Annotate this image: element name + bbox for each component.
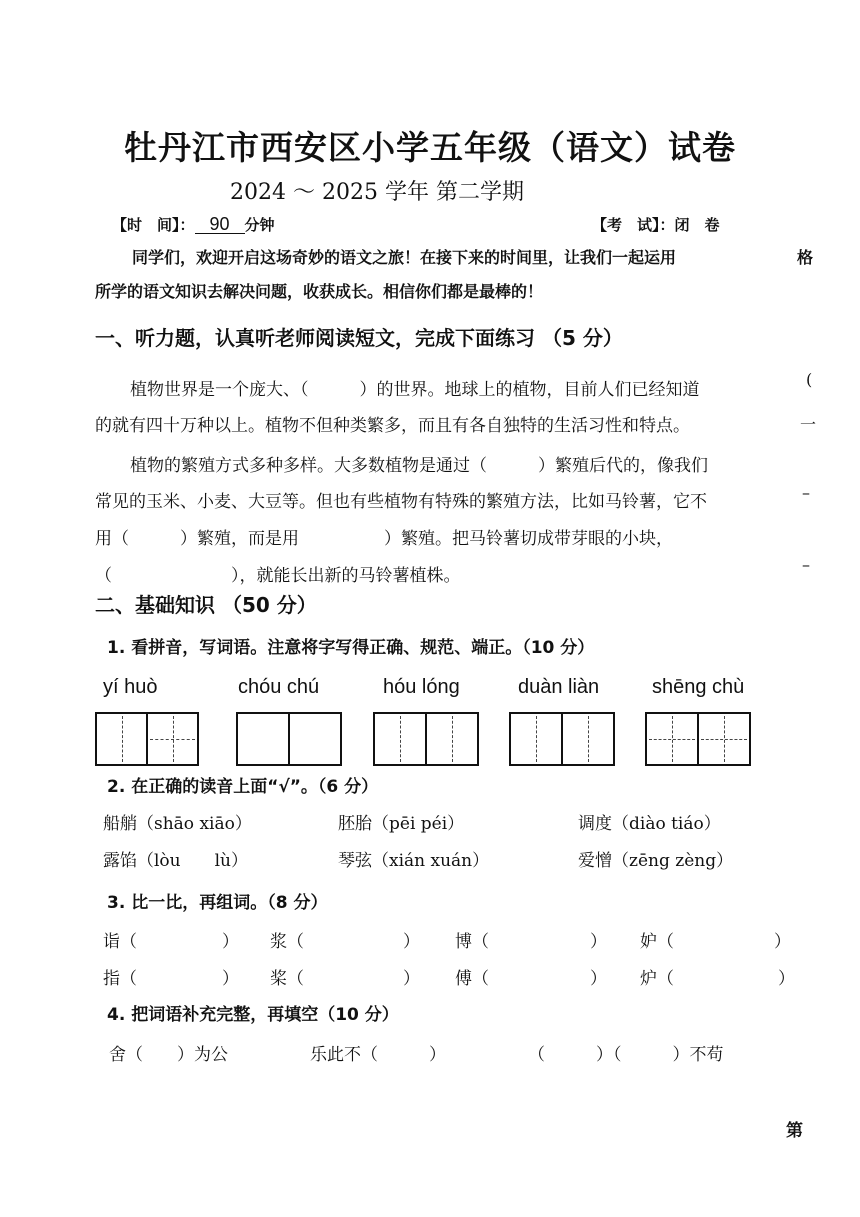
pinyin-2: chóu chú: [238, 676, 320, 698]
intro-line-1: 同学们，欢迎开启这场奇妙的语文之旅！在接下来的时间里，让我们一起运用: [132, 248, 677, 267]
writing-grid-3[interactable]: [373, 712, 479, 766]
section-1-heading: 一、听力题，认真听老师阅读短文，完成下面练习 （5 分）: [95, 326, 623, 350]
q3-char: 傅（: [455, 969, 489, 989]
passage-line-6: （ ），就能长出新的马铃薯植株。: [95, 566, 461, 586]
time-unit: 分钟: [244, 216, 275, 234]
q3-blank-close[interactable]: ）: [222, 932, 239, 952]
passage-line-4: 常见的玉米、小麦、大豆等。但也有些植物有特殊的繁殖方法，比如马铃薯，它不: [95, 492, 707, 512]
pinyin-1: yí huò: [103, 676, 158, 698]
passage-line-3: 植物的繁殖方式多种多样。大多数植物是通过（ ）繁殖后代的，像我们: [130, 456, 708, 476]
q4-heading: 4. 把词语补充完整，再填空（10 分）: [107, 1005, 399, 1025]
q4-item-2[interactable]: 乐此不（ ）: [310, 1045, 446, 1065]
q3-char: 浆（: [270, 932, 304, 952]
q2-item[interactable]: 船艄（shāo xiāo）: [103, 814, 252, 834]
section-2-heading: 二、基础知识 （50 分）: [95, 593, 317, 617]
q3-blank-close[interactable]: ）: [774, 932, 791, 952]
writing-grid-1[interactable]: [95, 712, 199, 766]
q2-item[interactable]: 琴弦（xián xuán）: [338, 851, 490, 871]
exam-title: 牡丹江市西安区小学五年级（语文）试卷: [124, 128, 736, 167]
pinyin-4: duàn liàn: [518, 676, 600, 698]
q3-char: 桨（: [270, 969, 304, 989]
edge-mark: –: [802, 483, 810, 502]
time-value: 90: [195, 215, 245, 234]
writing-grid-4[interactable]: [509, 712, 615, 766]
q3-blank-close[interactable]: ）: [403, 932, 420, 952]
edge-mark: (: [806, 370, 813, 389]
grid-cell[interactable]: [375, 714, 425, 764]
q2-item[interactable]: 爱憎（zēng zèng）: [578, 851, 734, 871]
q3-char: 妒（: [640, 932, 674, 952]
q3-blank-close[interactable]: ）: [778, 969, 795, 989]
passage-line-5: 用（ ）繁殖，而是用 ）繁殖。把马铃薯切成带芽眼的小块，: [95, 529, 673, 549]
q3-blank-close[interactable]: ）: [590, 969, 607, 989]
q3-blank-close[interactable]: ）: [403, 969, 420, 989]
grid-cell[interactable]: [238, 714, 288, 764]
intro-line-2: 所学的语文知识去解决问题，收获成长。相信你们都是最棒的！: [95, 282, 544, 301]
grid-cell[interactable]: [425, 714, 477, 764]
q2-item[interactable]: 调度（diào tiáo）: [578, 814, 721, 834]
exam-type: 【考 试】：闭 卷: [592, 216, 720, 234]
q1-heading: 1. 看拼音，写词语。注意将字写得正确、规范、端正。（10 分）: [107, 638, 595, 658]
passage-line-1: 植物世界是一个庞大、（ ）的世界。地球上的植物，目前人们已经知道: [130, 380, 700, 400]
q3-heading: 3. 比一比，再组词。（8 分）: [107, 893, 328, 913]
grid-cell[interactable]: [97, 714, 146, 764]
time-label: 【时 间】：: [112, 216, 195, 234]
passage-line-2: 的就有四十万种以上。植物不但种类繁多，而且有各自独特的生活习性和特点。: [95, 416, 690, 436]
q3-char: 炉（: [640, 969, 674, 989]
page-label: 第: [786, 1121, 803, 1141]
writing-grid-5[interactable]: [645, 712, 751, 766]
edge-mark: –: [802, 555, 810, 574]
q3-char: 诣（: [103, 932, 137, 952]
grid-cell[interactable]: [511, 714, 561, 764]
grid-cell[interactable]: [647, 714, 697, 764]
margin-char: 格: [797, 248, 814, 267]
q4-item-1[interactable]: 舍（ ）为公: [109, 1045, 228, 1065]
q2-item[interactable]: 露馅（lòu lù）: [103, 851, 249, 871]
q4-item-3[interactable]: （ ）（ ）不苟: [528, 1045, 724, 1065]
q3-char: 指（: [103, 969, 137, 989]
q3-blank-close[interactable]: ）: [590, 932, 607, 952]
q2-item[interactable]: 胚胎（pēi péi）: [338, 814, 465, 834]
pinyin-3: hóu lóng: [383, 676, 460, 698]
q3-char: 博（: [455, 932, 489, 952]
edge-mark: 一: [800, 415, 817, 434]
grid-cell[interactable]: [288, 714, 340, 764]
writing-grid-2[interactable]: [236, 712, 342, 766]
pinyin-5: shēng chù: [652, 676, 745, 698]
grid-cell[interactable]: [697, 714, 749, 764]
q2-heading: 2. 在正确的读音上面“√”。（6 分）: [107, 777, 379, 797]
grid-cell[interactable]: [561, 714, 613, 764]
grid-cell[interactable]: [146, 714, 197, 764]
exam-subtitle: 2024 ～ 2025 学年 第二学期: [230, 180, 524, 205]
time-field: [112, 214, 275, 235]
q3-blank-close[interactable]: ）: [222, 969, 239, 989]
